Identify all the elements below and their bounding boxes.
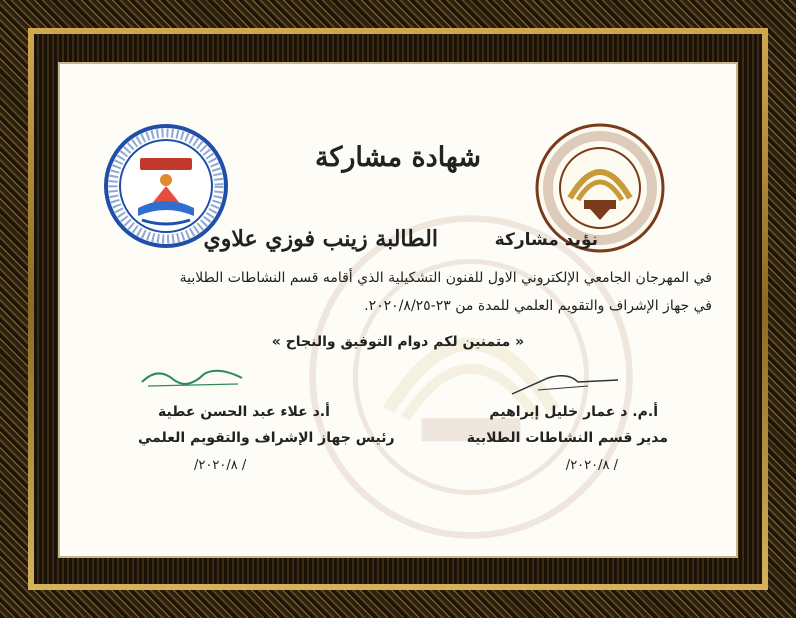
right-signatory-name: أ.م. د عمار خليل إبراهيم xyxy=(489,404,658,420)
left-signatory-date: / ٢٠٢٠/٨/ xyxy=(194,458,247,473)
right-signature xyxy=(508,368,628,398)
certificate-paper xyxy=(58,62,738,558)
certificate-body-line-2: في جهاز الإشراف والتقويم العلمي للمدة من ٢٣-٢٠٢٠/٨/٢٥. xyxy=(364,298,712,314)
student-name: الطالبة زينب فوزي علاوي xyxy=(203,226,438,252)
right-signatory-date: / ٢٠٢٠/٨/ xyxy=(565,458,618,473)
left-signatory-title: رئيس جهاز الإشراف والتقويم العلمي xyxy=(138,430,395,446)
support-text: نؤيد مشاركة xyxy=(494,230,598,250)
certificate-body-line-1: في المهرجان الجامعي الإلكتروني الاول للفنون التشكيلية الذي أقامه قسم النشاطات الطلابية xyxy=(179,270,712,286)
wish-text: « متمنين لكم دوام التوفيق والنجاح » xyxy=(271,334,525,350)
left-signature xyxy=(138,362,248,392)
right-signatory-title: مدير قسم النشاطات الطلابية xyxy=(466,430,668,446)
certificate-title: شهادة مشاركة xyxy=(314,142,481,173)
left-signatory-name: أ.د علاء عبد الحسن عطية xyxy=(158,404,330,420)
